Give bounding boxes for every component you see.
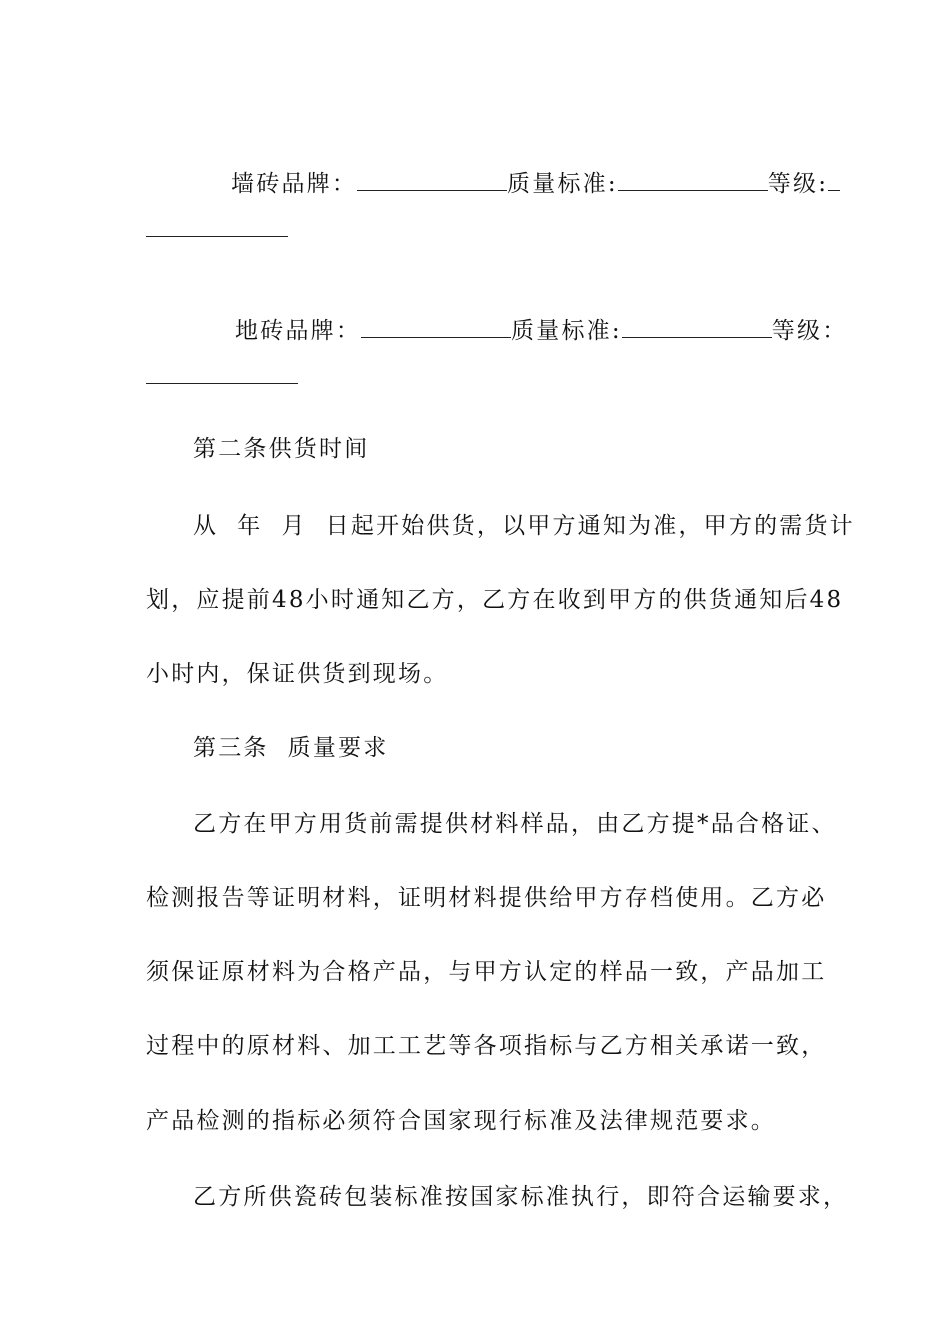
section-2-line-1: 从 年 月 日起开始供货，以甲方通知为准，甲方的需货计 (193, 513, 855, 539)
wall-tile-line (193, 138, 840, 229)
section-3-para-1-line-5: 产品检测的指标必须符合国家现行标准及法律规范要求。 (146, 1108, 776, 1134)
floor-quality-label: 质量标准: (511, 318, 622, 344)
wall-brand-label: 墙砖品牌： (231, 171, 358, 197)
wall-grade-blank-start (828, 168, 840, 191)
section-3-para-1-line-4: 过程中的原材料、加工工艺等各项指标与乙方相关承诺一致， (146, 1033, 827, 1059)
section-2-line-2: 划，应提前48小时通知乙方，乙方在收到甲方的供货通知后48 (146, 587, 844, 613)
wall-grade-blank-continued (146, 236, 288, 237)
section-3-para-1-line-3: 须保证原材料为合格产品，与甲方认定的样品一致，产品加工 (146, 959, 827, 985)
wall-quality-label: 质量标准: (507, 171, 618, 197)
floor-grade-blank (146, 383, 298, 384)
section-3-para-2-line-1: 乙方所供瓷砖包装标准按国家标准执行，即符合运输要求， (193, 1184, 849, 1210)
section-3-para-1-line-1: 乙方在甲方用货前需提供材料样品，由乙方提*品合格证、 (193, 811, 837, 837)
section-3-title: 第三条 质量要求 (193, 735, 389, 761)
wall-grade-label: 等级: (767, 171, 829, 197)
floor-grade-label: 等级： (771, 318, 848, 344)
section-3-para-1-line-2: 检测报告等证明材料，证明材料提供给甲方存档使用。乙方必 (146, 885, 827, 911)
section-2-title: 第二条供货时间 (193, 436, 370, 462)
wall-brand-blank (357, 168, 507, 191)
floor-quality-blank (622, 315, 772, 338)
section-2-line-3: 小时内，保证供货到现场。 (146, 661, 449, 687)
floor-tile-line (197, 285, 847, 376)
floor-brand-label: 地砖品牌： (235, 318, 362, 344)
wall-quality-blank (618, 168, 768, 191)
floor-brand-blank (361, 315, 511, 338)
